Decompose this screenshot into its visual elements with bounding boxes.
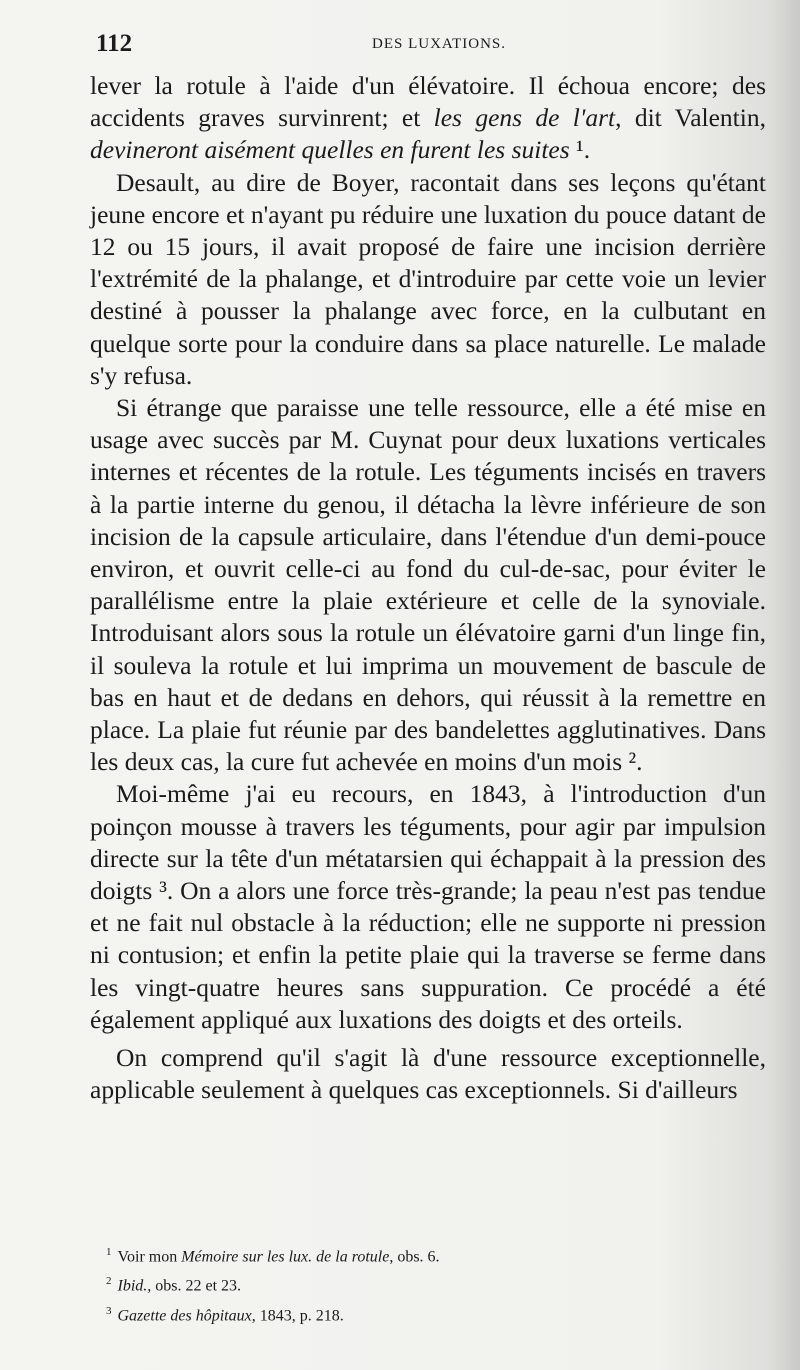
- italic-text: Mémoire sur les lux. de la rotule: [181, 1248, 390, 1266]
- italic-text: devineront aisément quelles en furent les suites: [90, 135, 570, 165]
- italic-text: Ibid.: [117, 1277, 148, 1295]
- text-run: lever la rotule à l'aide d'un élévatoire. Il échoua encore; des accidents graves survinrent; et: [90, 71, 766, 133]
- text-run: Moi-même j'ai eu recours, en 1843, à l'introduction d'un poinçon mousse à travers les téguments, pour agir par impulsion directe sur la tête d'un métatarsien qui échappait à la pression des doigts ³. On a alors une force très-grande; la peau n'est pas tendue et ne fait nul obstacle à la réduction; elle ne supporte ni pression ni contusion; et enfin la petite plaie qui la traverse se ferme dans les vingt-quatre heures sans suppuration. Ce procédé a été également appliqué aux luxations des doigts et des orteils.: [90, 779, 766, 1034]
- footnote-marker: 2: [106, 1275, 112, 1288]
- text-run: , dit Valentin,: [615, 103, 766, 133]
- text-run: , obs. 6.: [389, 1248, 440, 1266]
- text-run: Si étrange que paraisse une telle ressource, elle a été mise en usage avec succès par M. Cuynat pour deux luxations verticales internes et récentes de la rotule. Les téguments incisés en travers à la partie interne du genou, il détacha la lèvre inférieure de son incision de la capsule articulaire, dans l'étendue d'un demi-pouce environ, et ouvrit celle-ci au fond du cul-de-sac, pour éviter le parallélisme entre la plaie extérieure et celle de la synoviale. Introduisant alors sous la rotule un élévatoire garni d'un linge fin, il souleva la rotule et lui imprima un mouvement de bascule de bas en haut et de dedans en dehors, qui réussit à la remettre en place. La plaie fut réunie par des bandelettes agglutinatives. Dans les deux cas, la cure fut achevée en moins d'un mois ².: [90, 393, 766, 777]
- paragraph: [90, 778, 766, 1036]
- paragraph: [90, 70, 766, 167]
- page-edge-shadow: [770, 0, 800, 1370]
- text-run: ¹.: [569, 135, 591, 165]
- italic-text: les gens de l'art: [433, 103, 616, 133]
- text-run: , 1843, p. 218.: [251, 1306, 344, 1324]
- footnote: [106, 1299, 766, 1328]
- text-run: , obs. 22 et 23.: [147, 1277, 242, 1295]
- footnote-marker: 3: [106, 1304, 112, 1317]
- footnote-marker: 1: [106, 1246, 112, 1258]
- paragraph: [90, 167, 766, 392]
- page-number: 112: [96, 30, 133, 57]
- footnote: [106, 1269, 766, 1298]
- footnote: [106, 1240, 766, 1269]
- running-title: DES LUXATIONS.: [372, 36, 506, 52]
- page-header: [96, 30, 776, 60]
- paragraph: [90, 392, 766, 778]
- paragraph: [90, 1042, 766, 1106]
- body-text: [90, 70, 766, 1107]
- footnotes: [106, 1240, 766, 1328]
- text-run: Voir mon: [117, 1248, 182, 1266]
- text-run: Desault, au dire de Boyer, racontait dans ses leçons qu'étant jeune encore et n'ayant pu réduire une luxation du pouce datant de 12 ou 15 jours, il avait proposé de faire une incision derrière l'extrémité de la phalange, et d'introduire par cette voie un levier destiné à pousser la phalange avec force, en la culbutant en quelque sorte pour la conduire dans sa place naturelle. Le malade s'y refusa.: [90, 167, 766, 390]
- text-run: On comprend qu'il s'agit là d'une ressource exceptionnelle, applicable seulement à quelques cas exceptionnels. Si d'ailleurs: [90, 1043, 766, 1105]
- italic-text: Gazette des hôpitaux: [117, 1306, 252, 1324]
